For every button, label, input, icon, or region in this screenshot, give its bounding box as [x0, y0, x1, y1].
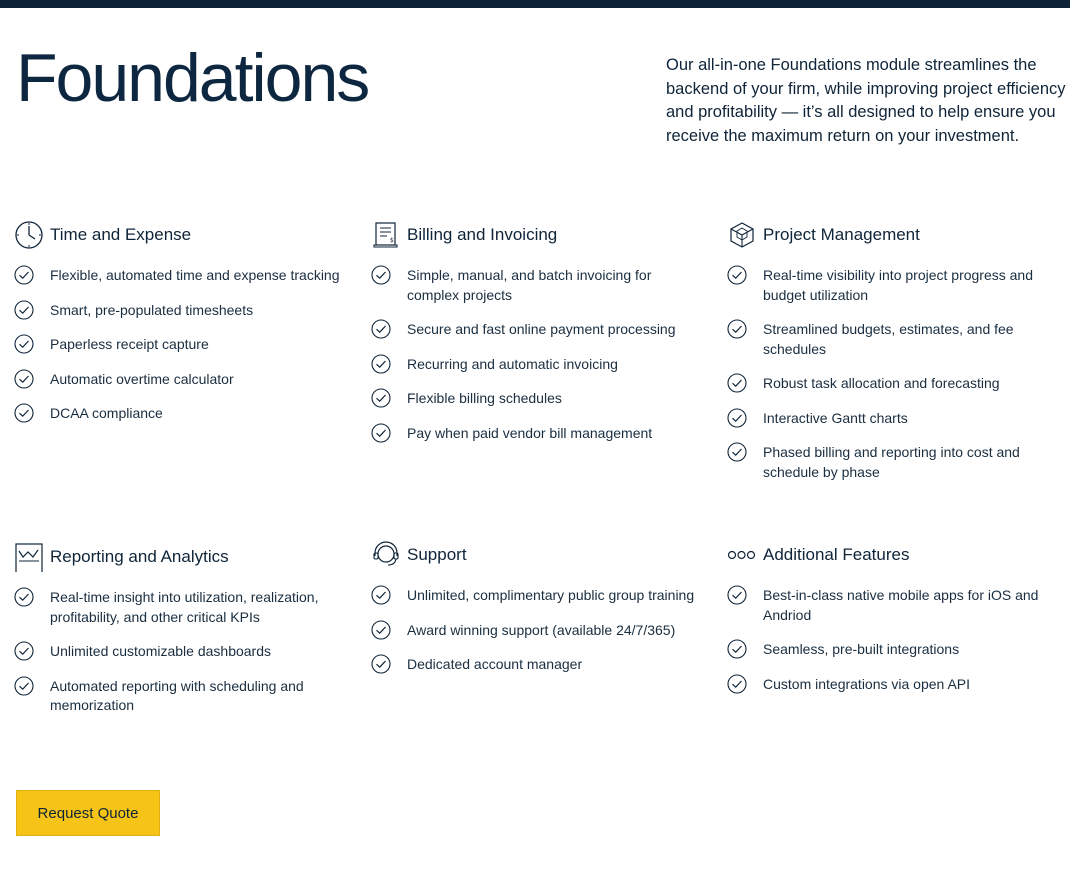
- section-title: Reporting and Analytics: [50, 547, 229, 566]
- check-circle-icon: [727, 674, 747, 694]
- feature-list: [14, 588, 344, 716]
- feature-text: Unlimited customizable dashboards: [50, 643, 271, 659]
- feature-text: Real-time visibility into project progress and budget utilization: [763, 267, 1033, 303]
- section-header: [14, 540, 344, 574]
- feature-text: Seamless, pre-built integrations: [763, 641, 960, 657]
- feature-text: DCAA compliance: [50, 405, 163, 421]
- section-header: [727, 218, 1057, 252]
- section-title: Additional Features: [763, 545, 910, 564]
- check-circle-icon: [371, 319, 391, 339]
- cube-icon: [727, 220, 757, 250]
- check-circle-icon: [14, 641, 34, 661]
- list-item: [371, 266, 701, 305]
- list-item: [727, 586, 1057, 625]
- check-circle-icon: [371, 585, 391, 605]
- headset-icon: [371, 540, 401, 570]
- section-header: [727, 538, 1057, 572]
- invoice-icon: [371, 220, 401, 250]
- list-item: [371, 320, 701, 340]
- check-circle-icon: [371, 423, 391, 443]
- feature-list: [371, 586, 701, 675]
- feature-text: Recurring and automatic invoicing: [407, 355, 618, 372]
- dots-icon: [727, 540, 757, 570]
- check-circle-icon: [727, 585, 747, 605]
- list-item: [371, 355, 701, 375]
- list-item: [371, 424, 701, 444]
- check-circle-icon: [14, 300, 34, 320]
- check-circle-icon: [371, 354, 391, 374]
- svg-text:$: $: [390, 237, 394, 244]
- request-quote-button[interactable]: Request Quote: [16, 790, 160, 836]
- check-circle-icon: [727, 319, 747, 339]
- list-item: [371, 389, 701, 409]
- feature-text: Smart, pre-populated timesheets: [50, 301, 254, 318]
- check-circle-icon: [727, 373, 747, 393]
- feature-text: Real-time insight into utilization, realization, profitability, and other critical KPIs: [50, 589, 319, 625]
- section-additional-features: [727, 538, 1057, 709]
- section-title: Project Management: [763, 225, 920, 244]
- feature-text: Paperless receipt capture: [50, 336, 209, 352]
- list-item: [14, 588, 344, 627]
- section-time-and-expense: [14, 218, 344, 439]
- list-item: [14, 642, 344, 662]
- check-circle-icon: [727, 408, 747, 428]
- section-header: [371, 218, 701, 252]
- check-circle-icon: [371, 388, 391, 408]
- feature-text: Robust task allocation and forecasting: [763, 375, 1000, 391]
- section-title: Billing and Invoicing: [407, 225, 558, 244]
- feature-list: [14, 266, 344, 424]
- check-circle-icon: [371, 654, 391, 674]
- feature-text: Interactive Gantt charts: [763, 409, 908, 426]
- feature-list: [371, 266, 701, 443]
- section-project-management: [727, 218, 1057, 497]
- feature-text: Flexible billing schedules: [407, 390, 562, 406]
- clock-icon: [14, 220, 44, 250]
- list-item: [14, 370, 344, 390]
- chart-icon: [14, 542, 44, 572]
- check-circle-icon: [727, 265, 747, 285]
- feature-text: Simple, manual, and batch invoicing for complex projects: [407, 267, 652, 303]
- feature-text: Flexible, automated time and expense tracking: [50, 267, 340, 283]
- check-circle-icon: [14, 587, 34, 607]
- list-item: [727, 443, 1057, 482]
- list-item: [14, 335, 344, 355]
- section-billing-and-invoicing: [371, 218, 701, 458]
- feature-text: Automated reporting with scheduling and memorization: [50, 677, 304, 713]
- check-circle-icon: [14, 369, 34, 389]
- list-item: [727, 409, 1057, 429]
- section-support: [371, 538, 701, 690]
- check-circle-icon: [727, 442, 747, 462]
- section-reporting-and-analytics: [14, 540, 344, 731]
- feature-text: Award winning support (available 24/7/365): [407, 621, 676, 638]
- feature-text: Unlimited, complimentary public group training: [407, 587, 695, 603]
- check-circle-icon: [371, 265, 391, 285]
- feature-text: Phased billing and reporting into cost and schedule by phase: [763, 444, 1020, 480]
- list-item: [14, 677, 344, 716]
- list-item: [727, 640, 1057, 660]
- section-header: [14, 218, 344, 252]
- feature-text: Dedicated account manager: [407, 656, 583, 672]
- feature-text: Streamlined budgets, estimates, and fee schedules: [763, 321, 1014, 357]
- page-title: Foundations: [16, 40, 369, 116]
- list-item: [727, 320, 1057, 359]
- list-item: [727, 374, 1057, 394]
- list-item: [727, 675, 1057, 695]
- intro-text: Our all-in-one Foundations module streamlines the backend of your firm, while improving project efficiency and profitability — it’s all designed to help ensure you receive the maximum return on your investment.: [666, 56, 1066, 145]
- feature-text: Pay when paid vendor bill management: [407, 424, 653, 441]
- list-item: [14, 404, 344, 424]
- section-title: Support: [407, 545, 467, 564]
- feature-text: Automatic overtime calculator: [50, 370, 234, 387]
- top-bar: [0, 0, 1070, 8]
- check-circle-icon: [14, 334, 34, 354]
- list-item: [14, 301, 344, 321]
- section-header: [371, 538, 701, 572]
- list-item: [371, 655, 701, 675]
- list-item: [727, 266, 1057, 305]
- list-item: [371, 586, 701, 606]
- list-item: [14, 266, 344, 286]
- section-title: Time and Expense: [50, 225, 192, 244]
- feature-list: [727, 586, 1057, 694]
- list-item: [371, 621, 701, 641]
- check-circle-icon: [371, 620, 391, 640]
- check-circle-icon: [14, 403, 34, 423]
- feature-text: Custom integrations via open API: [763, 675, 971, 692]
- feature-text: Secure and fast online payment processing: [407, 321, 676, 337]
- feature-list: [727, 266, 1057, 482]
- check-circle-icon: [14, 265, 34, 285]
- feature-text: Best-in-class native mobile apps for iOS and Andriod: [763, 587, 1039, 623]
- check-circle-icon: [14, 676, 34, 696]
- check-circle-icon: [727, 639, 747, 659]
